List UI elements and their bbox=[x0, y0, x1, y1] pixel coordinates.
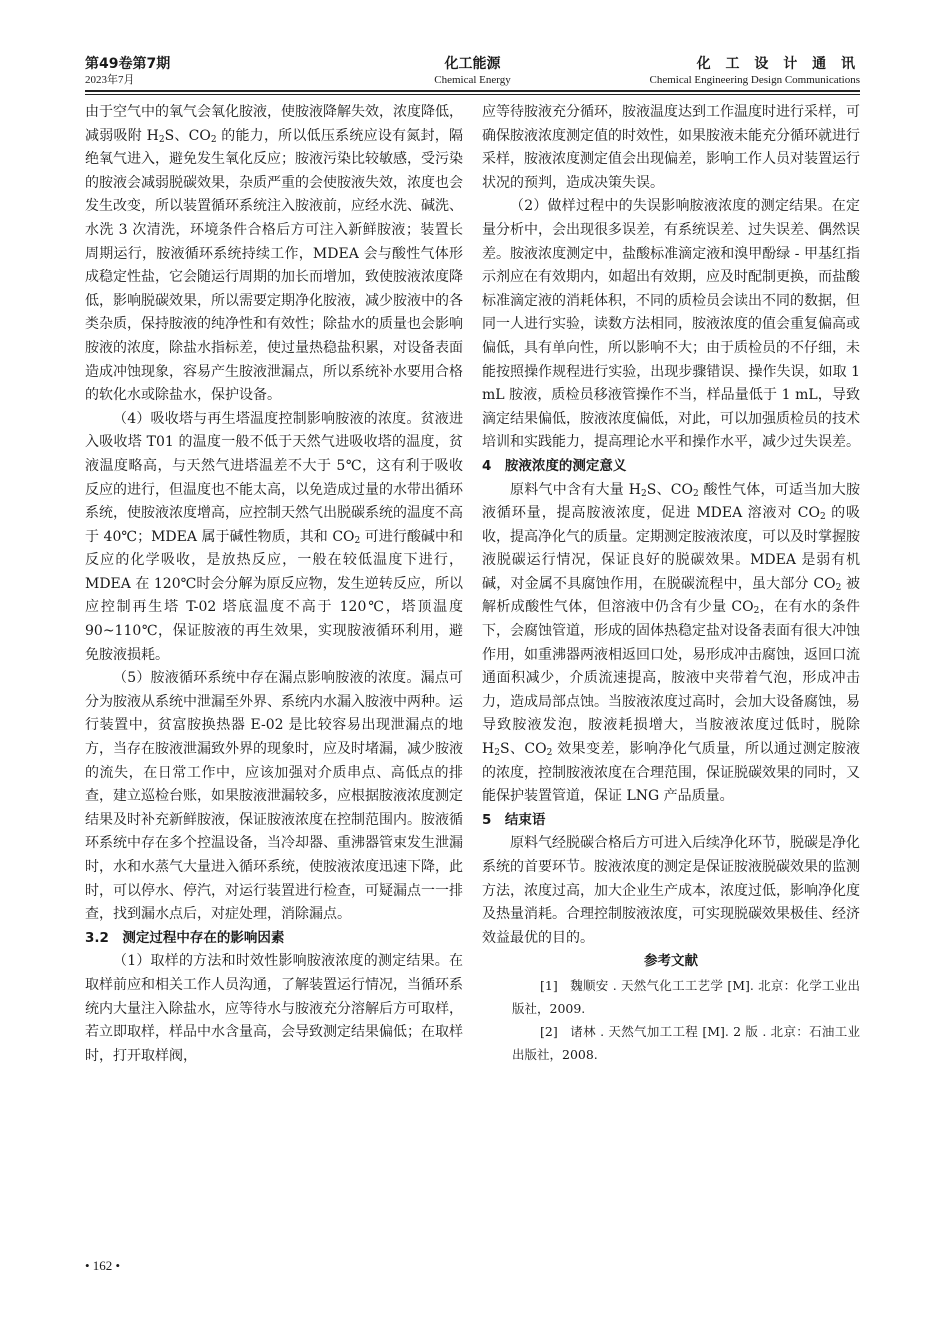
header-publication-en: Chemical Engineering Design Communications bbox=[649, 74, 860, 86]
section-heading-5: 5 结束语 bbox=[482, 811, 546, 828]
header-journal-en: Chemical Energy bbox=[434, 74, 511, 86]
right-column bbox=[482, 101, 860, 1066]
paragraph-leak-points: （5）胺液循环系统中存在漏点影响胺液的浓度。漏点可分为胺液从系统中泄漏至外界、系统内水漏入胺液中两种。运行装置中，贫富胺换热器 E-02 是比较容易出现泄漏点的地方，当存在胺液泄漏致外界的现象时，应及时堵漏，减少胺液的流失，在日常工作中，应该加强对介质串点、高低点的排查，建立巡检台账，如果胺液泄漏较多，应根据胺液浓度测定结果及时补充新鲜胺液，保证胺液浓度在控制范围内。胺液循环系统中存在多个控温设备，当冷却器、重沸器管束发生泄漏时，水和水蒸气大量进入循环系统，使胺液浓度迅速下降，此时，可以停水、停汽，对运行装置进行检查，可疑漏点一一排查，找到漏水点后，对症处理，消除漏点。 bbox=[85, 670, 463, 923]
reference-item: [2] 诸林 . 天然气加工工程 [M]. 2 版 . 北京：石油工业出版社，2008. bbox=[512, 1023, 860, 1062]
paragraph-sampling-continued: 应等待胺液充分循环，胺液温度达到工作温度时进行采样，可确保胺液浓度测定值的时效性，如果胺液未能充分循环就进行采样，胺液浓度测定值会出现偏差，影响工作人员对装置运行状况的预判，造成决策失误。 bbox=[482, 104, 860, 191]
references-heading: 参考文献 bbox=[644, 953, 698, 970]
paragraph-amine-contamination: 由于空气中的氧气会氧化胺液，使胺液降解失效，浓度降低，减弱吸附 $H_2S$、$CO_2$ 的能力，所以低压系统应设有氮封，隔绝氧气进入，避免发生氧化反应；胺液污染比较敏感，受污染的胺液会减弱脱碳效果，杂质严重的会使胺液失效，浓度也会发生改变，所以装置循环系统注入胺液前，应经水洗、碱洗、水洗 3 次清洗，环境条件合格后方可注入新鲜胺液；装置长周期运行，胺液循环系统持续工作，MDEA 会与酸性气体形成稳定性盐，它会随运行周期的加长而增加，致使胺液浓度降低，影响脱碳效果，所以需要定期净化胺液，减少胺液中的各类杂质，保持胺液的纯净性和有效性；除盐水的质量也会影响胺液的浓度，除盐水指标差，使过量热稳盐积累，对设备表面造成冲蚀现象，容易产生胺液泄漏点，所以系统补水要用合格的软化水或除盐水，保护设备。 bbox=[85, 104, 463, 404]
header-journal-cn: 化工能源 bbox=[444, 56, 501, 72]
header-issue bbox=[85, 55, 170, 87]
running-header bbox=[85, 55, 860, 91]
header-date: 2023年7月 bbox=[85, 74, 135, 86]
header-volume: 第49卷第7期 bbox=[85, 56, 171, 72]
page-number: • 162 • bbox=[85, 1258, 121, 1273]
paragraph-conclusion: 原料气经脱碳合格后方可进入后续净化环节，脱碳是净化系统的首要环节。胺液浓度的测定是保证胺液脱碳效果的监测方法，浓度过高，加大企业生产成本，浓度过低，影响净化度及热量消耗。合理控制胺液浓度，可实现脱碳效果极佳、经济效益最优的目的。 bbox=[482, 835, 860, 946]
header-rule-thick bbox=[85, 90, 860, 92]
header-publication-cn: 化 工 设 计 通 讯 bbox=[696, 56, 860, 72]
section-heading-4: 4 胺液浓度的测定意义 bbox=[482, 457, 627, 474]
header-rule-thin bbox=[85, 94, 860, 95]
reference-item: [1] 魏顺安 . 天然气化工工艺学 [M]. 北京：化学工业出版社，2009. bbox=[512, 977, 860, 1016]
section-heading-3-2: 3.2 测定过程中存在的影响因素 bbox=[85, 929, 285, 946]
paragraph-temperature-control: （4）吸收塔与再生塔温度控制影响胺液的浓度。贫液进入吸收塔 T01 的温度一般不低于天然气进吸收塔的温度，贫液温度略高，与天然气进塔温差不大于 5℃，这有利于吸收反应的进行，但温度也不能太高，以免造成过量的水带出循环系统，使胺液浓度增高，应控制天然气出脱碳系统的温度不高于 40℃；MDEA 属于碱性物质，其和 $CO_2$ 可进行酸碱中和反应的化学吸收，是放热反应，一般在较低温度下进行，MDEA 在 120℃时会分解为原反应物，发生逆转反应，所以应控制再生塔 T-02 塔底温度不高于 120℃，塔顶温度 90~110℃，保证胺液的再生效果，实现胺液循环利用，避免胺液损耗。 bbox=[85, 410, 464, 663]
paragraph-measurement-significance: 原料气中含有大量 $H_2S$、$CO_2$ 酸性气体，可适当加大胺液循环量，提高胺液浓度，促进 MDEA 溶液对 $CO_2$ 的吸收，提高净化气的质量。定期测定胺液浓度，可以及时掌握胺液脱碳运行情况，保证良好的脱碳效果。MDEA 是弱有机碱，对金属不具腐蚀作用，在脱碳流程中，虽大部分 $CO_2$ 被解析成酸性气体，但溶液中仍含有少量 $CO_2$，在有水的条件下，会腐蚀管道，形成的固体热稳定盐对设备表面有很大冲蚀作用，如重沸器两液相返回口处，易形成冲击腐蚀，返回口流通面积减少，介质流速提高，胺液中夹带着气泡，形成冲击力，造成局部点蚀。当胺液浓度过高时，会加大设备腐蚀，易导致胺液发泡，胺液耗损增大，当胺液浓度过低时，脱除 $H_2S$、$CO_2$ 效果变差，影响净化气质量，所以通过测定胺液的浓度，控制胺液浓度在合理范围，保证脱碳效果的同时，又能保护装置管道，保证 LNG 产品质量。 bbox=[482, 481, 861, 805]
paragraph-sampling-method: （1）取样的方法和时效性影响胺液浓度的测定结果。在取样前应和相关工作人员沟通，了解装置运行情况，当循环系统内大量注入除盐水，应等待水与胺液充分溶解后方可取样，若立即取样，样品中水含量高，会导致测定结果偏低；在取样时，打开取样阀， bbox=[85, 953, 463, 1064]
header-publication bbox=[650, 55, 861, 87]
left-column bbox=[85, 101, 463, 1068]
paragraph-testing-errors: （2）做样过程中的失误影响胺液浓度的测定结果。在定量分析中，会出现很多误差，有系统误差、过失误差、偶然误差。胺液浓度测定中，盐酸标准滴定液和溴甲酚绿 - 甲基红指示剂应在有效期内，如超出有效期，应及时配制更换，而盐酸标准滴定液的消耗体积，不同的质检员会读出不同的数据，但同一人进行实验，读数方法相同，胺液浓度的值会重复偏高或偏低，具有单向性，所以影响不大；由于质检员的不仔细，未能按照操作规程进行实验，出现步骤错误、操作失误，如取 1 mL 胺液，质检员移液管操作不当，样品量低于 1 mL，导致滴定结果偏低，胺液浓度偏低，对此，可以加强质检员的技术培训和实践能力，提高理论水平和操作水平，减少过失误差。 bbox=[482, 198, 860, 451]
